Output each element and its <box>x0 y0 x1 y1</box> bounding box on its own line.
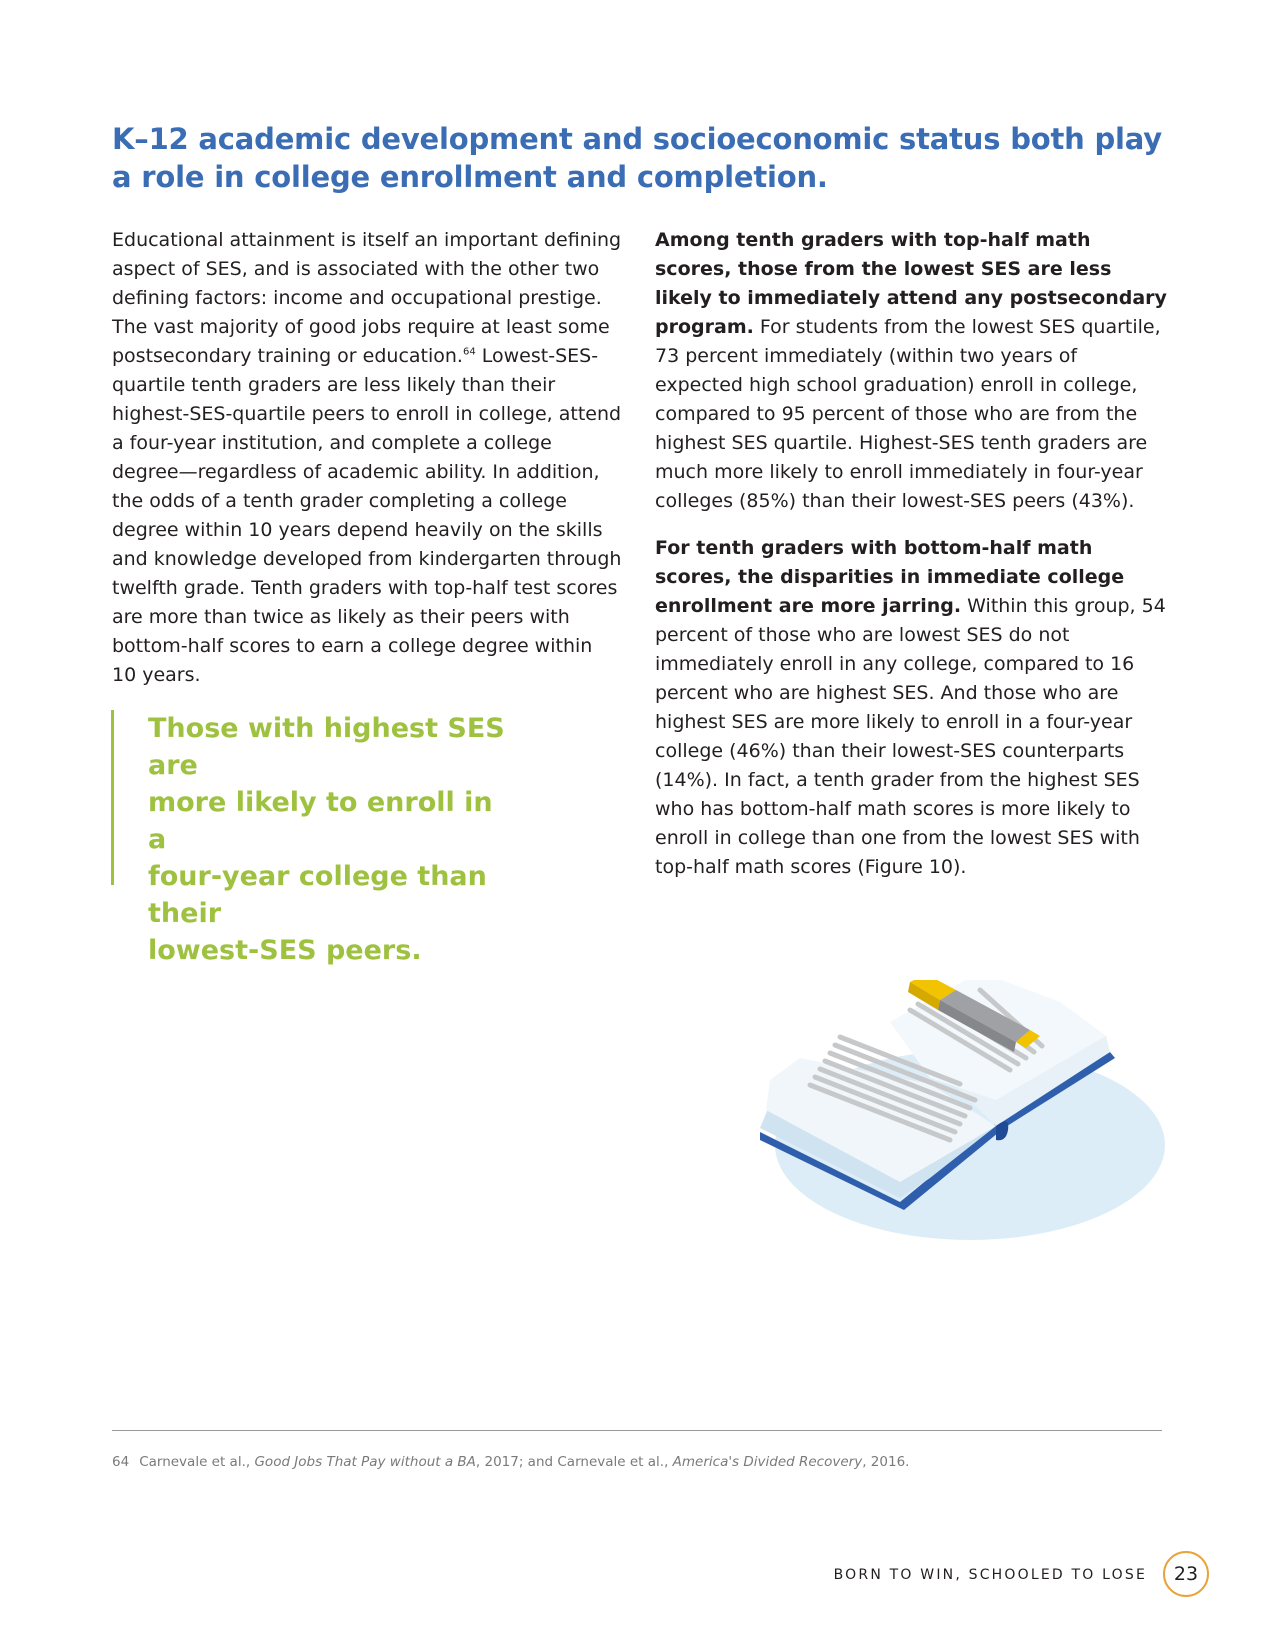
page-heading: K–12 academic development and socioeconomic status both play a role in college enrollment and completion. <box>112 122 1162 194</box>
footnote-title-1: Good Jobs That Pay without a BA <box>254 1454 476 1470</box>
open-book-highlighter-icon <box>760 980 1170 1240</box>
footnote-reference[interactable]: 64 <box>462 346 476 358</box>
footnote-title-2: America's Divided Recovery <box>672 1454 863 1470</box>
right-paragraph-1 <box>655 226 1170 516</box>
left-text-part-2: Lowest-SES-quartile tenth graders are less likely than their highest-SES-quartile peers to enroll in college, attend a four-year institution, and complete a college degree—regardless of academic ability. In addition, the odds of a tenth grader completing a college degree within 10 years depend heavily on the skills and knowledge developed from kindergarten through twelfth grade. Tenth graders with top-half test scores are more than twice as likely as their peers with bottom-half scores to earn a college degree within 10 years. <box>112 345 622 686</box>
footnote-divider <box>112 1430 1162 1431</box>
footnote-number: 64 <box>112 1454 130 1470</box>
right-paragraph-2-lead: For tenth graders with bottom-half math scores, the disparities in immediate college enrollment are more jarring. <box>655 537 1125 617</box>
right-paragraph-2-text: Within this group, 54 percent of those who are lowest SES do not immediately enroll in any college, compared to 16 percent who are highest SES. And those who are highest SES are more likely to enroll in a four-year college (46%) than their lowest-SES counterparts (14%). In fact, a tenth grader from the highest SES who has bottom-half math scores is more likely to enroll in college than one from the lowest SES with top-half math scores (Figure 10). <box>655 595 1166 878</box>
right-paragraph-1-lead: Among tenth graders with top-half math scores, those from the lowest SES are less likely to immediately attend any postsecondary program. <box>655 229 1167 338</box>
footnote-middle: , 2017; and Carnevale et al., <box>475 1454 673 1470</box>
footnote-author-1: Carnevale et al., <box>139 1454 255 1470</box>
page-number: 23 <box>1163 1551 1209 1597</box>
right-paragraph-1-text: For students from the lowest SES quartile, 73 percent immediately (within two years of expected high school graduation) enroll in college, compared to 95 percent of those who are from the highest SES quartile. Highest-SES tenth graders are much more likely to enroll immediately in four-year colleges (85%) than their lowest-SES peers (43%). <box>655 316 1161 512</box>
right-paragraph-2 <box>655 534 1170 882</box>
footnote-end: , 2016. <box>862 1454 910 1470</box>
left-column <box>112 226 622 690</box>
pull-quote-line: four-year college than their <box>148 861 487 929</box>
footnote <box>112 1454 909 1470</box>
pull-quote <box>111 710 511 966</box>
pull-quote-line: lowest-SES peers. <box>148 935 422 966</box>
pull-quote-line: more likely to enroll in a <box>148 787 493 855</box>
left-paragraph <box>112 226 622 690</box>
right-column <box>655 226 1170 882</box>
left-text-part-1: Educational attainment is itself an important defining aspect of SES, and is associated with the other two defining factors: income and occupational prestige. The vast majority of good jobs require at least some postsecondary training or education. <box>112 229 622 367</box>
running-title: BORN TO WIN, SCHOOLED TO LOSE <box>833 1567 1147 1583</box>
pull-quote-line: Those with highest SES are <box>148 713 505 781</box>
